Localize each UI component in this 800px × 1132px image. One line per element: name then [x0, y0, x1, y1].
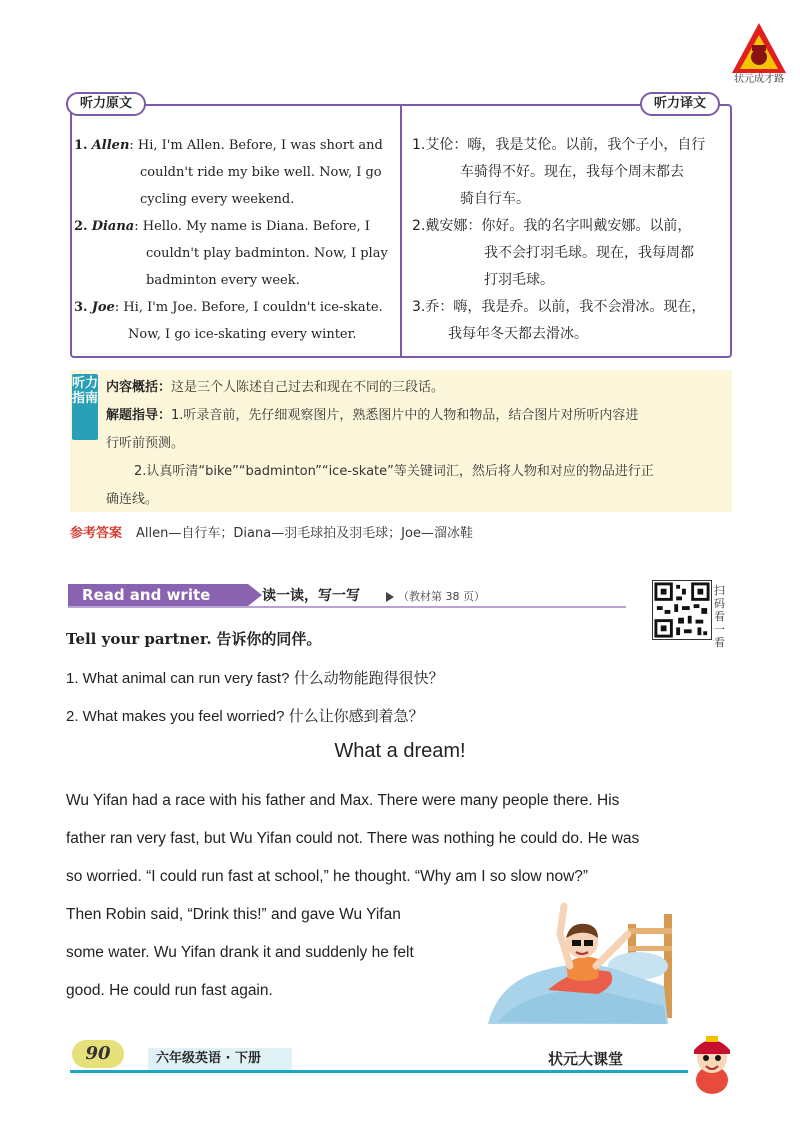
listening-divider	[400, 104, 402, 358]
footer-line	[70, 1070, 688, 1073]
english-line: Hello. My name is Diana. Before, I	[142, 219, 370, 234]
speaker-name: Diana	[91, 219, 135, 234]
reference-answer	[70, 522, 473, 541]
listening-guide-text	[106, 374, 726, 514]
summary-label: 内容概括：	[106, 380, 172, 395]
question-zh: 什么动物能跑得很快？	[293, 669, 444, 687]
chinese-line: 骑自行车。	[460, 191, 530, 207]
answer-label: 参考答案	[70, 526, 123, 541]
english-line: Now, I go ice-skating every winter.	[128, 327, 357, 342]
english-item-diana: 2. Diana: Hello. My name is Diana. Before, I couldn't play badminton. Now, I play badminton every week.	[74, 213, 396, 294]
chinese-line: 1.艾伦：嗨，我是艾伦。以前，我个子小，自行	[412, 137, 706, 153]
question-en: 2. What makes you feel worried?	[66, 708, 285, 725]
story-line: some water. Wu Yifan drank it and suddenly he felt	[66, 944, 414, 961]
item-number: 3.	[74, 300, 88, 315]
english-line: Hi, I'm Joe. Before, I couldn't ice-skate.	[123, 300, 383, 315]
tip-text: 1.听录音前，先仔细观察图片，熟悉图片中的人物和物品，结合图片对所听内容进	[171, 408, 639, 423]
story-line: Then Robin said, “Drink this!” and gave Wu Yifan	[66, 906, 401, 923]
chinese-line: 打羽毛球。	[484, 272, 554, 288]
page-number: 90	[72, 1040, 124, 1068]
item-number: 2.	[74, 219, 88, 234]
listening-translation-tab: 听力译文	[640, 92, 720, 116]
qr-code-icon[interactable]	[652, 580, 712, 640]
question-zh: 什么让你感到着急？	[288, 707, 424, 725]
story-line: so worried. “I could run fast at school,” he thought. “Why am I so slow now?”	[66, 868, 589, 885]
listening-guide-tag: 听力指南	[72, 374, 98, 440]
english-line: badminton every week.	[146, 273, 300, 288]
listening-original-tab: 听力原文	[66, 92, 146, 116]
book-name: 六年级英语 · 下册	[148, 1048, 292, 1070]
tip-text: 行听前预测。	[106, 436, 185, 451]
listening-english-column	[74, 132, 396, 348]
brand-name: 状元大课堂	[548, 1050, 624, 1068]
chinese-line: 2.戴安娜：你好。我的名字叫戴安娜。以前，	[412, 218, 692, 234]
english-item-joe: 3. Joe: Hi, I'm Joe. Before, I couldn't ice-skate. Now, I go ice-skating every winter.	[74, 294, 396, 348]
chinese-line: 车骑得不好。现在，我每个周末都去	[460, 164, 684, 180]
section-title-en: Read and write	[82, 586, 211, 604]
chinese-line: 我每年冬天都去滑冰。	[448, 326, 588, 342]
listening-chinese-column	[412, 132, 728, 348]
logo-caption: 状元成才路	[734, 74, 784, 85]
instruction	[66, 628, 321, 649]
chinese-line: 3.乔：嗨，我是乔。以前，我不会滑冰。现在，	[412, 299, 706, 315]
answer-text: Allen—自行车；Diana—羽毛球拍及羽毛球；Joe—溜冰鞋	[136, 526, 473, 541]
english-item-allen: 1. Allen: Hi, I'm Allen. Before, I was short and couldn't ride my bike well. Now, I go cycling every weekend.	[74, 132, 396, 213]
boy-in-bed-illustration	[478, 894, 676, 1028]
instruction-zh: 告诉你的同伴。	[216, 630, 322, 648]
question-en: 1. What animal can run very fast?	[66, 670, 290, 687]
english-line: cycling every weekend.	[140, 192, 295, 207]
qr-caption: 扫码看一看	[714, 584, 725, 649]
story-line: Wu Yifan had a race with his father and Max. There were many people there. His	[66, 792, 620, 809]
chinese-line: 我不会打羽毛球。现在，我每周都	[484, 245, 694, 261]
summary-text: 这是三个人陈述自己过去和现在不同的三段话。	[171, 380, 445, 395]
english-line: Hi, I'm Allen. Before, I was short and	[137, 138, 383, 153]
instruction-en: Tell your partner.	[66, 630, 212, 648]
mascot-icon	[686, 1030, 738, 1096]
speaker-name: Joe	[91, 300, 115, 315]
textbook-reference	[386, 588, 485, 604]
story-line: father ran very fast, but Wu Yifan could not. There was nothing he could do. He was	[66, 830, 640, 847]
english-line: couldn't ride my bike well. Now, I go	[140, 165, 382, 180]
question-1	[66, 667, 444, 688]
reference-text: （教材第 38 页）	[398, 590, 485, 603]
item-number: 1.	[74, 138, 88, 153]
play-icon	[386, 592, 394, 602]
speaker-name: Allen	[91, 138, 130, 153]
story-title: What a dream!	[334, 740, 466, 762]
section-title-zh: 读一读，写一写	[262, 588, 360, 604]
tip-text: 2.认真听清“bike”“badminton”“ice-skate”等关键词汇，然后将人物和对应的物品进行正	[134, 464, 654, 479]
section-banner-arrow	[248, 584, 262, 606]
tip-text: 确连线。	[106, 492, 159, 507]
story-line: good. He could run fast again.	[66, 982, 273, 999]
tips-label: 解题指导：	[106, 408, 172, 423]
section-underline	[68, 606, 626, 608]
question-2	[66, 705, 424, 726]
english-line: couldn't play badminton. Now, I play	[146, 246, 388, 261]
